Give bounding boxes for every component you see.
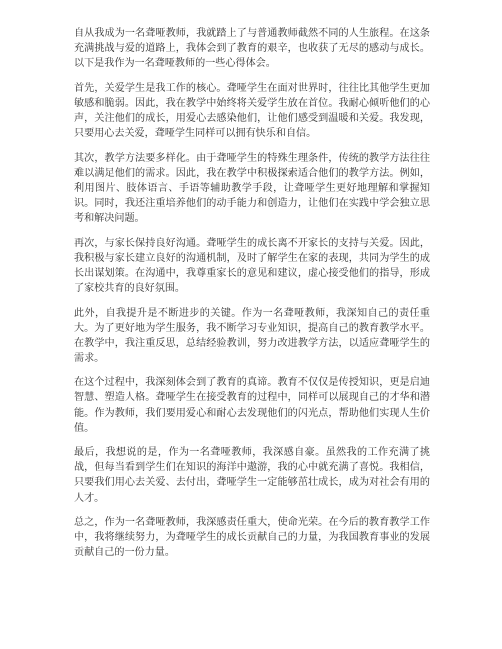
paragraph-pride: 最后，我想说的是，作为一名聋哑教师，我深感自豪。虽然我的工作充满了挑战，但每当看到学生们在知识的海洋中遨游，我的心中就充满了喜悦。我相信，只要我们用心去关爱、去付出，聋哑学生一定能够茁壮成长，成为对社会有用的人才。 (74, 447, 430, 504)
paragraph-essence-of-education: 在这个过程中，我深刻体会到了教育的真谛。教育不仅仅是传授知识，更是启迪智慧、塑造人格。聋哑学生在接受教育的过程中，同样可以展现自己的才华和潜能。作为教师，我们要用爱心和耐心去发现他们的闪光点，帮助他们实现人生价值。 (74, 377, 430, 434)
paragraph-care-for-students: 首先，关爱学生是我工作的核心。聋哑学生在面对世界时，往往比其他学生更加敏感和脆弱。因此，我在教学中始终将关爱学生放在首位。我耐心倾听他们的心声，关注他们的成长，用爱心去感染他们，让他们感受到温暖和关爱。我发现，只要用心去关爱，聋哑学生同样可以拥有快乐和自信。 (74, 82, 430, 140)
paragraph-parent-communication: 再次，与家长保持良好沟通。聋哑学生的成长离不开家长的支持与关爱。因此，我积极与家长建立良好的沟通机制，及时了解学生在家的表现，共同为学生的成长出谋划策。在沟通中，我尊重家长的意见和建议，虚心接受他们的指导，形成了家校共育的良好氛围。 (74, 237, 430, 294)
paragraph-conclusion: 总之，作为一名聋哑教师，我深感责任重大，使命光荣。在今后的教育教学工作中，我将继续努力，为聋哑学生的成长贡献自己的力量，为我国教育事业的发展贡献自己的一份力量。 (74, 517, 430, 559)
paragraph-intro: 自从我成为一名聋哑教师，我就踏上了与普通教师截然不同的人生旅程。在这条充满挑战与爱的道路上，我体会到了教育的艰辛，也收获了无尽的感动与成长。以下是我作为一名聋哑教师的一些心得体会。 (74, 28, 430, 70)
document-page (74, 26, 430, 570)
paragraph-self-improvement: 此外，自我提升是不断进步的关键。作为一名聋哑教师，我深知自己的责任重大。为了更好地为学生服务，我不断学习专业知识，提高自己的教育教学水平。在教学中，我注重反思，总结经验教训，努力改进教学方法，以适应聋哑学生的需求。 (74, 307, 430, 364)
paragraph-teaching-methods: 其次，教学方法要多样化。由于聋哑学生的特殊生理条件，传统的教学方法往往难以满足他们的需求。因此，我在教学中积极探索适合他们的教学方法。例如，利用图片、肢体语言、手语等辅助教学手段，让聋哑学生更好地理解和掌握知识。同时，我还注重培养他们的动手能力和创造力，让他们在实践中学会独立思考和解决问题。 (74, 152, 430, 225)
